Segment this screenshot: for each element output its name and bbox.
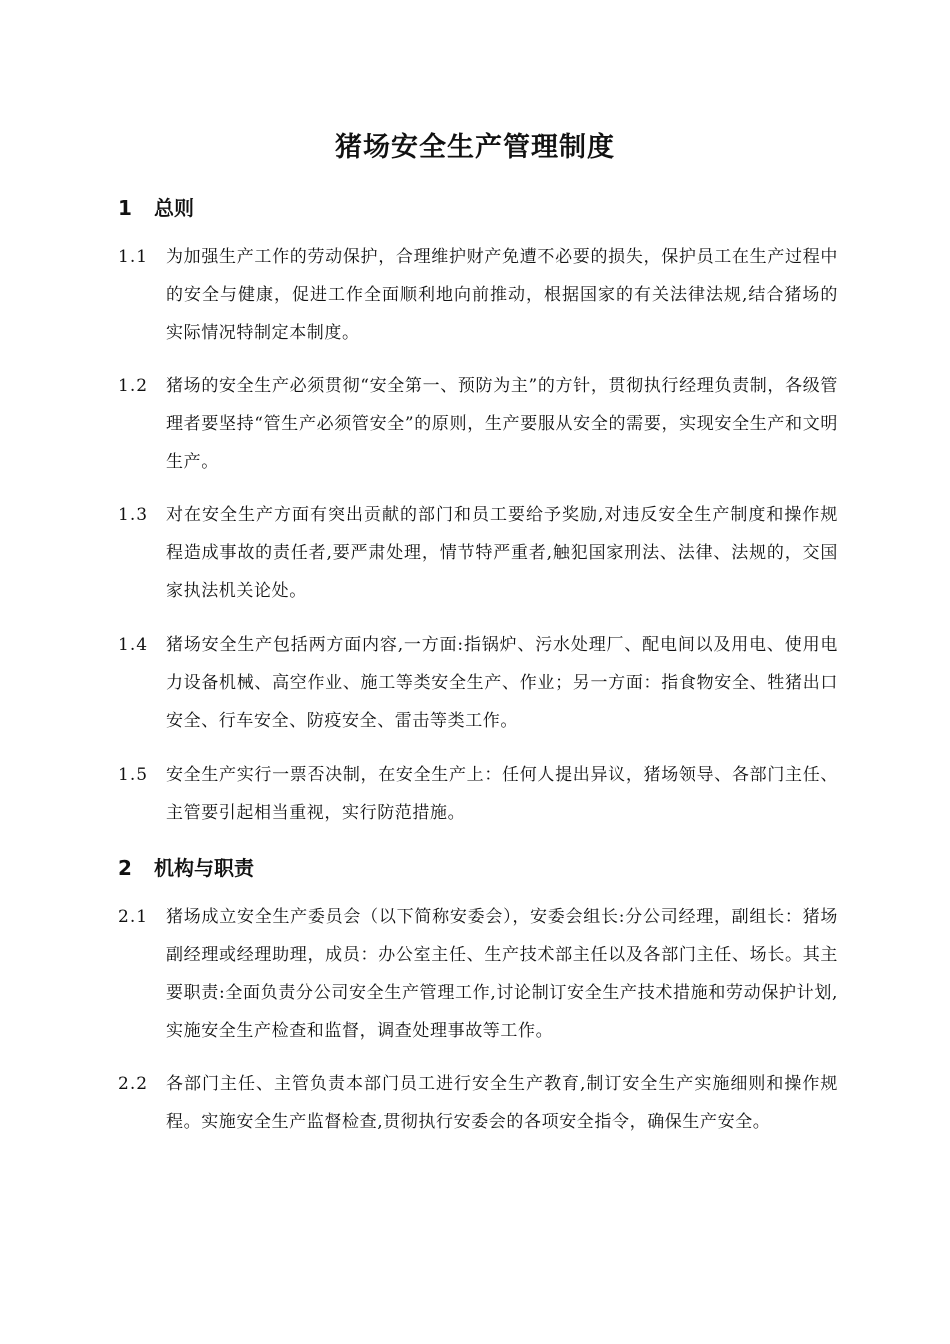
document-title: 猪场安全生产管理制度 [335, 132, 615, 163]
section-title: 机构与职责 [154, 856, 254, 880]
section-heading-1 [118, 193, 194, 223]
clause-text: 安全生产实行一票否决制，在安全生产上：任何人提出异议，猪场领导、各部门主任、主管要引起相当重视，实行防范措施。 [166, 765, 838, 823]
clause-number: 1.5 [118, 765, 149, 785]
section-heading-2 [118, 853, 254, 883]
section-number: 2 [118, 856, 132, 880]
clause-1-3 [118, 496, 838, 610]
clause-number: 1.3 [118, 505, 149, 525]
clause-number: 2.2 [118, 1074, 149, 1094]
clause-text: 为加强生产工作的劳动保护，合理维护财产免遭不必要的损失，保护员工在生产过程中的安全与健康，促进工作全面顺利地向前推动，根据国家的有关法律法规,结合猪场的实际情况特制定本制度。 [166, 247, 838, 343]
clause-number: 1.4 [118, 635, 149, 655]
section-title: 总则 [154, 196, 194, 220]
clause-2-2 [118, 1065, 838, 1141]
clause-text: 对在安全生产方面有突出贡献的部门和员工要给予奖励,对违反安全生产制度和操作规程造成事故的责任者,要严肃处理，情节特严重者,触犯国家刑法、法律、法规的，交国家执法机关论处。 [166, 505, 838, 601]
section-number: 1 [118, 196, 132, 220]
clause-1-1 [118, 238, 838, 352]
clause-1-2 [118, 367, 838, 481]
clause-text: 各部门主任、主管负责本部门员工进行安全生产教育,制订安全生产实施细则和操作规程。实施安全生产监督检查,贯彻执行安委会的各项安全指令，确保生产安全。 [166, 1074, 838, 1132]
clause-text: 猪场安全生产包括两方面内容,一方面:指锅炉、污水处理厂、配电间以及用电、使用电力设备机械、高空作业、施工等类安全生产、作业；另一方面：指食物安全、牲猪出口安全、行车安全、防疫安全、雷击等类工作。 [166, 635, 838, 731]
clause-1-5 [118, 756, 838, 832]
clause-number: 1.2 [118, 376, 149, 396]
clause-number: 2.1 [118, 907, 149, 927]
clause-text: 猪场的安全生产必须贯彻“安全第一、预防为主”的方针，贯彻执行经理负责制，各级管理者要坚持“管生产必须管安全”的原则，生产要服从安全的需要，实现安全生产和文明生产。 [166, 376, 838, 472]
clause-text: 猪场成立安全生产委员会（以下简称安委会），安委会组长:分公司经理，副组长：猪场副经理或经理助理，成员：办公室主任、生产技术部主任以及各部门主任、场长。其主要职责:全面负责分公司安全生产管理工作,讨论制订安全生产技术措施和劳动保护计划,实施安全生产检查和监督，调查处理事故等工作。 [166, 907, 838, 1041]
clause-1-4 [118, 626, 838, 740]
clause-number: 1.1 [118, 247, 149, 267]
clause-2-1 [118, 898, 838, 1050]
